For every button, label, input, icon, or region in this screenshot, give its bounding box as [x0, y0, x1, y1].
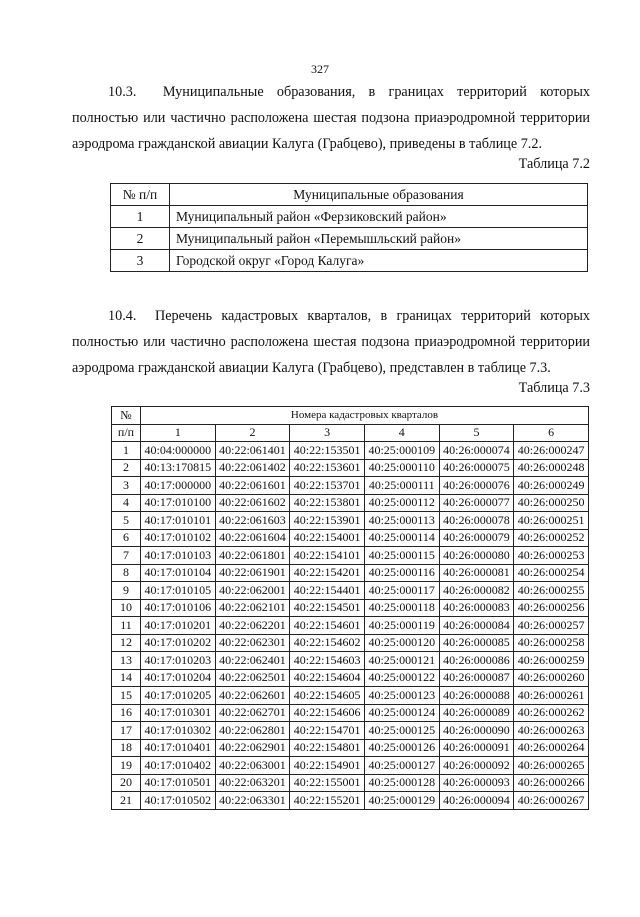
- cadastral-number-cell: 40:22:061402: [215, 459, 290, 477]
- cadastral-number-cell: 40:22:155001: [290, 774, 365, 792]
- row-number-cell: 3: [111, 250, 170, 272]
- row-number-cell: 4: [112, 494, 141, 512]
- cadastral-number-cell: 40:26:000247: [514, 442, 589, 460]
- cadastral-number-cell: 40:26:000253: [514, 547, 589, 565]
- paragraph-10-3: [72, 79, 590, 157]
- cadastral-number-cell: 40:26:000250: [514, 494, 589, 512]
- cadastral-number-cell: 40:26:000258: [514, 634, 589, 652]
- row-number-cell: 2: [112, 459, 141, 477]
- cadastral-number-cell: 40:22:061601: [215, 477, 290, 495]
- row-number-cell: 9: [112, 582, 141, 600]
- row-number-cell: 16: [112, 704, 141, 722]
- row-number-cell: 3: [112, 477, 141, 495]
- cadastral-number-cell: 40:04:000000: [141, 442, 216, 460]
- row-number-cell: 17: [112, 722, 141, 740]
- cadastral-number-cell: 40:26:000094: [439, 792, 514, 810]
- cadastral-number-cell: 40:17:010104: [141, 564, 216, 582]
- cadastral-number-cell: 40:22:153501: [290, 442, 365, 460]
- table-row: [111, 250, 588, 272]
- row-number-cell: 10: [112, 599, 141, 617]
- cadastral-number-cell: 40:17:000000: [141, 477, 216, 495]
- column-header: Муниципальные образования: [170, 184, 588, 206]
- table-row: [112, 547, 589, 565]
- cadastral-number-cell: 40:22:062201: [215, 617, 290, 635]
- cadastral-number-cell: 40:22:062801: [215, 722, 290, 740]
- table-row: [112, 774, 589, 792]
- cadastral-number-cell: 40:25:000124: [364, 704, 439, 722]
- cadastral-number-cell: 40:17:010203: [141, 652, 216, 670]
- cadastral-number-cell: 40:26:000081: [439, 564, 514, 582]
- table-row: [112, 442, 589, 460]
- cadastral-number-cell: 40:17:010105: [141, 582, 216, 600]
- cadastral-number-cell: 40:22:153601: [290, 459, 365, 477]
- table-row: [112, 792, 589, 810]
- column-header: 6: [514, 424, 589, 442]
- row-number-cell: 1: [112, 442, 141, 460]
- row-number-cell: 7: [112, 547, 141, 565]
- cadastral-number-cell: 40:17:010401: [141, 739, 216, 757]
- cadastral-number-cell: 40:17:010103: [141, 547, 216, 565]
- cadastral-number-cell: 40:22:154604: [290, 669, 365, 687]
- cadastral-number-cell: 40:26:000261: [514, 687, 589, 705]
- column-header: 2: [215, 424, 290, 442]
- table-row: [112, 617, 589, 635]
- table-header-row: [112, 407, 589, 425]
- table-row: [112, 704, 589, 722]
- cadastral-number-cell: 40:25:000123: [364, 687, 439, 705]
- cadastral-number-cell: 40:22:154401: [290, 582, 365, 600]
- cadastral-number-cell: 40:26:000082: [439, 582, 514, 600]
- cadastral-number-cell: 40:25:000122: [364, 669, 439, 687]
- cadastral-number-cell: 40:26:000267: [514, 792, 589, 810]
- cadastral-number-cell: 40:22:154601: [290, 617, 365, 635]
- paragraph-number: 10.3.: [108, 84, 137, 100]
- row-number-cell: 15: [112, 687, 141, 705]
- cadastral-number-cell: 40:22:154901: [290, 757, 365, 775]
- cadastral-number-cell: 40:22:061801: [215, 547, 290, 565]
- paragraph-text: Перечень кадастровых кварталов, в границах территорий которых полностью или частично расположена шестая подзона приаэродромной территории аэродрома гражданской авиации Калуга (Грабцево), представлен в таблице 7.3.: [72, 308, 591, 376]
- cadastral-number-cell: 40:26:000088: [439, 687, 514, 705]
- cadastral-number-cell: 40:25:000125: [364, 722, 439, 740]
- cadastral-number-cell: 40:22:063201: [215, 774, 290, 792]
- cadastral-number-cell: 40:26:000255: [514, 582, 589, 600]
- cadastral-number-cell: 40:26:000092: [439, 757, 514, 775]
- cadastral-number-cell: 40:26:000083: [439, 599, 514, 617]
- cadastral-number-cell: 40:26:000262: [514, 704, 589, 722]
- cadastral-number-cell: 40:17:010301: [141, 704, 216, 722]
- table-row: [111, 228, 588, 250]
- table-row: [112, 669, 589, 687]
- column-header: 4: [364, 424, 439, 442]
- table-row: [112, 757, 589, 775]
- table-header-row: [112, 424, 589, 442]
- cadastral-number-cell: 40:22:061603: [215, 512, 290, 530]
- cadastral-number-cell: 40:22:154606: [290, 704, 365, 722]
- row-number-cell: 12: [112, 634, 141, 652]
- cadastral-number-cell: 40:22:154801: [290, 739, 365, 757]
- table-row: [112, 494, 589, 512]
- cadastral-number-cell: 40:26:000076: [439, 477, 514, 495]
- cadastral-number-cell: 40:26:000266: [514, 774, 589, 792]
- cadastral-number-cell: 40:25:000109: [364, 442, 439, 460]
- cadastral-number-cell: 40:26:000090: [439, 722, 514, 740]
- cadastral-number-cell: 40:22:063301: [215, 792, 290, 810]
- cadastral-number-cell: 40:22:154101: [290, 547, 365, 565]
- cadastral-number-cell: 40:17:010101: [141, 512, 216, 530]
- cadastral-number-cell: 40:26:000093: [439, 774, 514, 792]
- cadastral-number-cell: 40:25:000115: [364, 547, 439, 565]
- cadastral-number-cell: 40:25:000119: [364, 617, 439, 635]
- table-row: [111, 206, 588, 228]
- cadastral-number-cell: 40:22:061602: [215, 494, 290, 512]
- cadastral-number-cell: 40:22:154501: [290, 599, 365, 617]
- row-number-cell: 20: [112, 774, 141, 792]
- cadastral-number-cell: 40:22:155201: [290, 792, 365, 810]
- row-number-cell: 13: [112, 652, 141, 670]
- cadastral-number-cell: 40:26:000256: [514, 599, 589, 617]
- cadastral-number-cell: 40:26:000075: [439, 459, 514, 477]
- cadastral-number-cell: 40:22:061401: [215, 442, 290, 460]
- cadastral-number-cell: 40:25:000113: [364, 512, 439, 530]
- cadastral-number-cell: 40:25:000114: [364, 529, 439, 547]
- cadastral-number-cell: 40:17:010106: [141, 599, 216, 617]
- cadastral-number-cell: 40:22:154201: [290, 564, 365, 582]
- paragraph-text: Муниципальные образования, в границах территорий которых полностью или частично расположена шестая подзона приаэродромной территории аэродрома гражданской авиации Калуга (Грабцево), приведены в таблице 7.2.: [72, 84, 591, 152]
- cadastral-number-cell: 40:26:000074: [439, 442, 514, 460]
- cadastral-number-cell: 40:25:000128: [364, 774, 439, 792]
- cadastral-number-cell: 40:22:063001: [215, 757, 290, 775]
- cadastral-number-cell: 40:26:000080: [439, 547, 514, 565]
- cadastral-number-cell: 40:22:062401: [215, 652, 290, 670]
- cadastral-number-cell: 40:26:000077: [439, 494, 514, 512]
- table-row: [112, 564, 589, 582]
- table-row: [112, 512, 589, 530]
- cadastral-number-cell: 40:25:000121: [364, 652, 439, 670]
- cadastral-number-cell: 40:26:000257: [514, 617, 589, 635]
- column-header: № п/п: [111, 184, 170, 206]
- paragraph-number: 10.4.: [108, 308, 137, 324]
- table-row: [112, 634, 589, 652]
- cadastral-number-cell: 40:26:000260: [514, 669, 589, 687]
- row-number-cell: 19: [112, 757, 141, 775]
- cadastral-number-cell: 40:17:010201: [141, 617, 216, 635]
- cadastral-number-cell: 40:22:153701: [290, 477, 365, 495]
- cadastral-number-cell: 40:22:062101: [215, 599, 290, 617]
- cadastral-number-cell: 40:22:154605: [290, 687, 365, 705]
- cadastral-number-cell: 40:25:000126: [364, 739, 439, 757]
- cadastral-number-cell: 40:17:010302: [141, 722, 216, 740]
- cadastral-number-cell: 40:17:010402: [141, 757, 216, 775]
- cadastral-number-cell: 40:26:000252: [514, 529, 589, 547]
- table-row: [112, 582, 589, 600]
- cadastral-number-cell: 40:25:000120: [364, 634, 439, 652]
- cadastral-number-cell: 40:22:062501: [215, 669, 290, 687]
- cadastral-number-cell: 40:22:154602: [290, 634, 365, 652]
- cadastral-number-cell: 40:26:000248: [514, 459, 589, 477]
- cadastral-number-cell: 40:22:061604: [215, 529, 290, 547]
- table-caption: Таблица 7.3: [518, 380, 590, 396]
- cadastral-number-cell: 40:22:062601: [215, 687, 290, 705]
- cadastral-number-cell: 40:17:010502: [141, 792, 216, 810]
- row-number-cell: 1: [111, 206, 170, 228]
- cadastral-number-cell: 40:25:000127: [364, 757, 439, 775]
- cadastral-number-cell: 40:13:170815: [141, 459, 216, 477]
- row-number-header-top: №: [112, 407, 141, 425]
- cadastral-number-cell: 40:26:000089: [439, 704, 514, 722]
- municipalities-table: [110, 183, 588, 272]
- table-row: [112, 652, 589, 670]
- cadastral-number-cell: 40:25:000112: [364, 494, 439, 512]
- table-header-row: [111, 184, 588, 206]
- cadastral-number-cell: 40:22:062701: [215, 704, 290, 722]
- cadastral-number-cell: 40:17:010202: [141, 634, 216, 652]
- column-header: 1: [141, 424, 216, 442]
- cadastral-number-cell: 40:26:000259: [514, 652, 589, 670]
- table-row: [112, 687, 589, 705]
- cadastral-number-cell: 40:25:000111: [364, 477, 439, 495]
- cadastral-number-cell: 40:17:010501: [141, 774, 216, 792]
- municipality-cell: Городской округ «Город Калуга»: [170, 250, 588, 272]
- paragraph-10-4: [72, 303, 590, 381]
- row-number-cell: 11: [112, 617, 141, 635]
- row-number-cell: 21: [112, 792, 141, 810]
- municipality-cell: Муниципальный район «Ферзиковский район»: [170, 206, 588, 228]
- cadastral-number-cell: 40:17:010205: [141, 687, 216, 705]
- table-row: [112, 599, 589, 617]
- cadastral-number-cell: 40:26:000251: [514, 512, 589, 530]
- cadastral-number-cell: 40:26:000263: [514, 722, 589, 740]
- table-row: [112, 722, 589, 740]
- cadastral-number-cell: 40:26:000084: [439, 617, 514, 635]
- cadastral-number-cell: 40:25:000118: [364, 599, 439, 617]
- cadastral-number-cell: 40:26:000249: [514, 477, 589, 495]
- cadastral-number-cell: 40:25:000116: [364, 564, 439, 582]
- cadastral-number-cell: 40:22:154701: [290, 722, 365, 740]
- cadastral-number-cell: 40:17:010204: [141, 669, 216, 687]
- column-header: 5: [439, 424, 514, 442]
- cadastral-number-cell: 40:26:000254: [514, 564, 589, 582]
- cadastral-number-cell: 40:22:062001: [215, 582, 290, 600]
- table-row: [112, 739, 589, 757]
- cadastral-number-cell: 40:26:000087: [439, 669, 514, 687]
- row-number-cell: 8: [112, 564, 141, 582]
- cadastral-number-cell: 40:26:000078: [439, 512, 514, 530]
- cadastral-number-cell: 40:26:000265: [514, 757, 589, 775]
- table-row: [112, 477, 589, 495]
- cadastral-number-cell: 40:26:000264: [514, 739, 589, 757]
- row-number-cell: 5: [112, 512, 141, 530]
- cadastral-number-cell: 40:25:000110: [364, 459, 439, 477]
- cadastral-number-cell: 40:22:062901: [215, 739, 290, 757]
- row-number-cell: 2: [111, 228, 170, 250]
- row-number-cell: 14: [112, 669, 141, 687]
- row-number-cell: 6: [112, 529, 141, 547]
- cadastral-number-cell: 40:17:010102: [141, 529, 216, 547]
- municipality-cell: Муниципальный район «Перемышльский район»: [170, 228, 588, 250]
- cadastral-number-cell: 40:22:154603: [290, 652, 365, 670]
- cadastral-number-cell: 40:26:000086: [439, 652, 514, 670]
- group-header: Номера кадастровых кварталов: [141, 407, 589, 425]
- table-row: [112, 529, 589, 547]
- cadastral-number-cell: 40:22:154001: [290, 529, 365, 547]
- page-number: 327: [311, 62, 329, 76]
- table-caption: Таблица 7.2: [518, 156, 590, 172]
- cadastral-number-cell: 40:25:000117: [364, 582, 439, 600]
- row-number-cell: 18: [112, 739, 141, 757]
- cadastral-number-cell: 40:26:000091: [439, 739, 514, 757]
- cadastral-number-cell: 40:17:010100: [141, 494, 216, 512]
- table-row: [112, 459, 589, 477]
- cadastral-number-cell: 40:22:153801: [290, 494, 365, 512]
- cadastral-number-cell: 40:26:000079: [439, 529, 514, 547]
- row-number-header-bottom: п/п: [112, 424, 141, 442]
- cadastral-number-cell: 40:25:000129: [364, 792, 439, 810]
- cadastral-number-cell: 40:22:062301: [215, 634, 290, 652]
- cadastral-number-cell: 40:26:000085: [439, 634, 514, 652]
- cadastral-quarters-table: [111, 406, 589, 810]
- column-header: 3: [290, 424, 365, 442]
- cadastral-number-cell: 40:22:153901: [290, 512, 365, 530]
- cadastral-number-cell: 40:22:061901: [215, 564, 290, 582]
